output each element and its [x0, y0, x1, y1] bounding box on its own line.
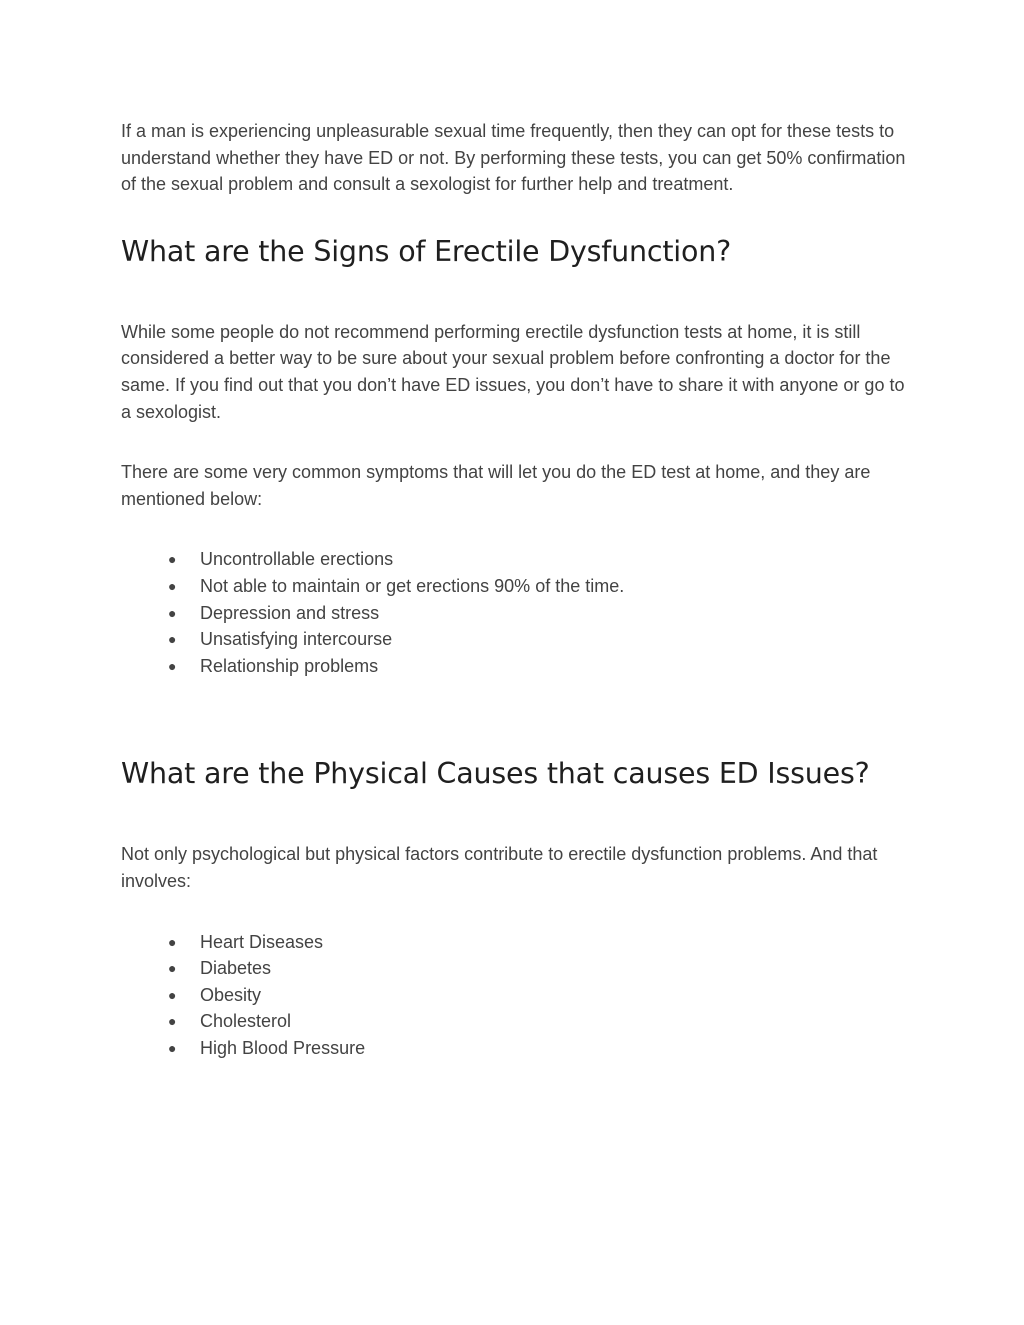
bullet-icon: ● [168, 657, 177, 674]
list-item [168, 626, 911, 653]
list-item [168, 573, 911, 600]
list-item-text: Depression and stress [200, 602, 380, 623]
list-item [168, 546, 911, 573]
bullet-icon: ● [168, 604, 177, 621]
bullet-icon: ● [168, 986, 177, 1003]
list-item-text: Uncontrollable erections [200, 549, 394, 570]
list-item [168, 955, 911, 982]
causes-heading: What are the Physical Causes that causes ED Issues? [121, 757, 870, 791]
list-item [168, 1035, 911, 1062]
intro-paragraph: If a man is experiencing unpleasurable sexual time frequently, then they can opt for these tests to understand whether they have ED or not. By performing these tests, you can get 50% confirmation of the sexual problem and consult a sexologist for further help and treatment. [121, 121, 906, 195]
list-item-text: High Blood Pressure [200, 1037, 366, 1058]
document-page [121, 118, 911, 1061]
list-item [168, 982, 911, 1009]
list-item-text: Relationship problems [200, 655, 379, 676]
list-item-text: Obesity [200, 984, 262, 1005]
bullet-icon: ● [168, 577, 177, 594]
bullet-icon: ● [168, 1013, 177, 1030]
list-item-text: Not able to maintain or get erections 90% of the time. [200, 575, 625, 596]
bullet-icon: ● [168, 1039, 177, 1056]
signs-heading: What are the Signs of Erectile Dysfunction? [121, 234, 732, 268]
bullet-icon: ● [168, 631, 177, 648]
list-item-text: Cholesterol [200, 1011, 292, 1032]
list-item-text: Unsatisfying intercourse [200, 629, 393, 650]
bullet-icon: ● [168, 551, 177, 568]
causes-list [121, 929, 911, 1062]
list-item-text: Heart Diseases [200, 931, 324, 952]
list-item [168, 1008, 911, 1035]
signs-paragraph-1: While some people do not recommend performing erectile dysfunction tests at home, it is still considered a better way to be sure about your sexual problem before confronting a doctor for the same. If you find out that you don’t have ED issues, you don’t have to share it with anyone or go to a sexologist. [121, 321, 905, 422]
signs-paragraph-2: There are some very common symptoms that will let you do the ED test at home, and they are mentioned below: [121, 462, 871, 509]
list-item [168, 929, 911, 956]
causes-paragraph: Not only psychological but physical factors contribute to erectile dysfunction problems. And that involves: [121, 844, 878, 891]
bullet-icon: ● [168, 960, 177, 977]
list-item [168, 600, 911, 627]
bullet-icon: ● [168, 933, 177, 950]
list-item [168, 653, 911, 680]
list-item-text: Diabetes [200, 958, 272, 979]
symptoms-list [121, 546, 911, 679]
